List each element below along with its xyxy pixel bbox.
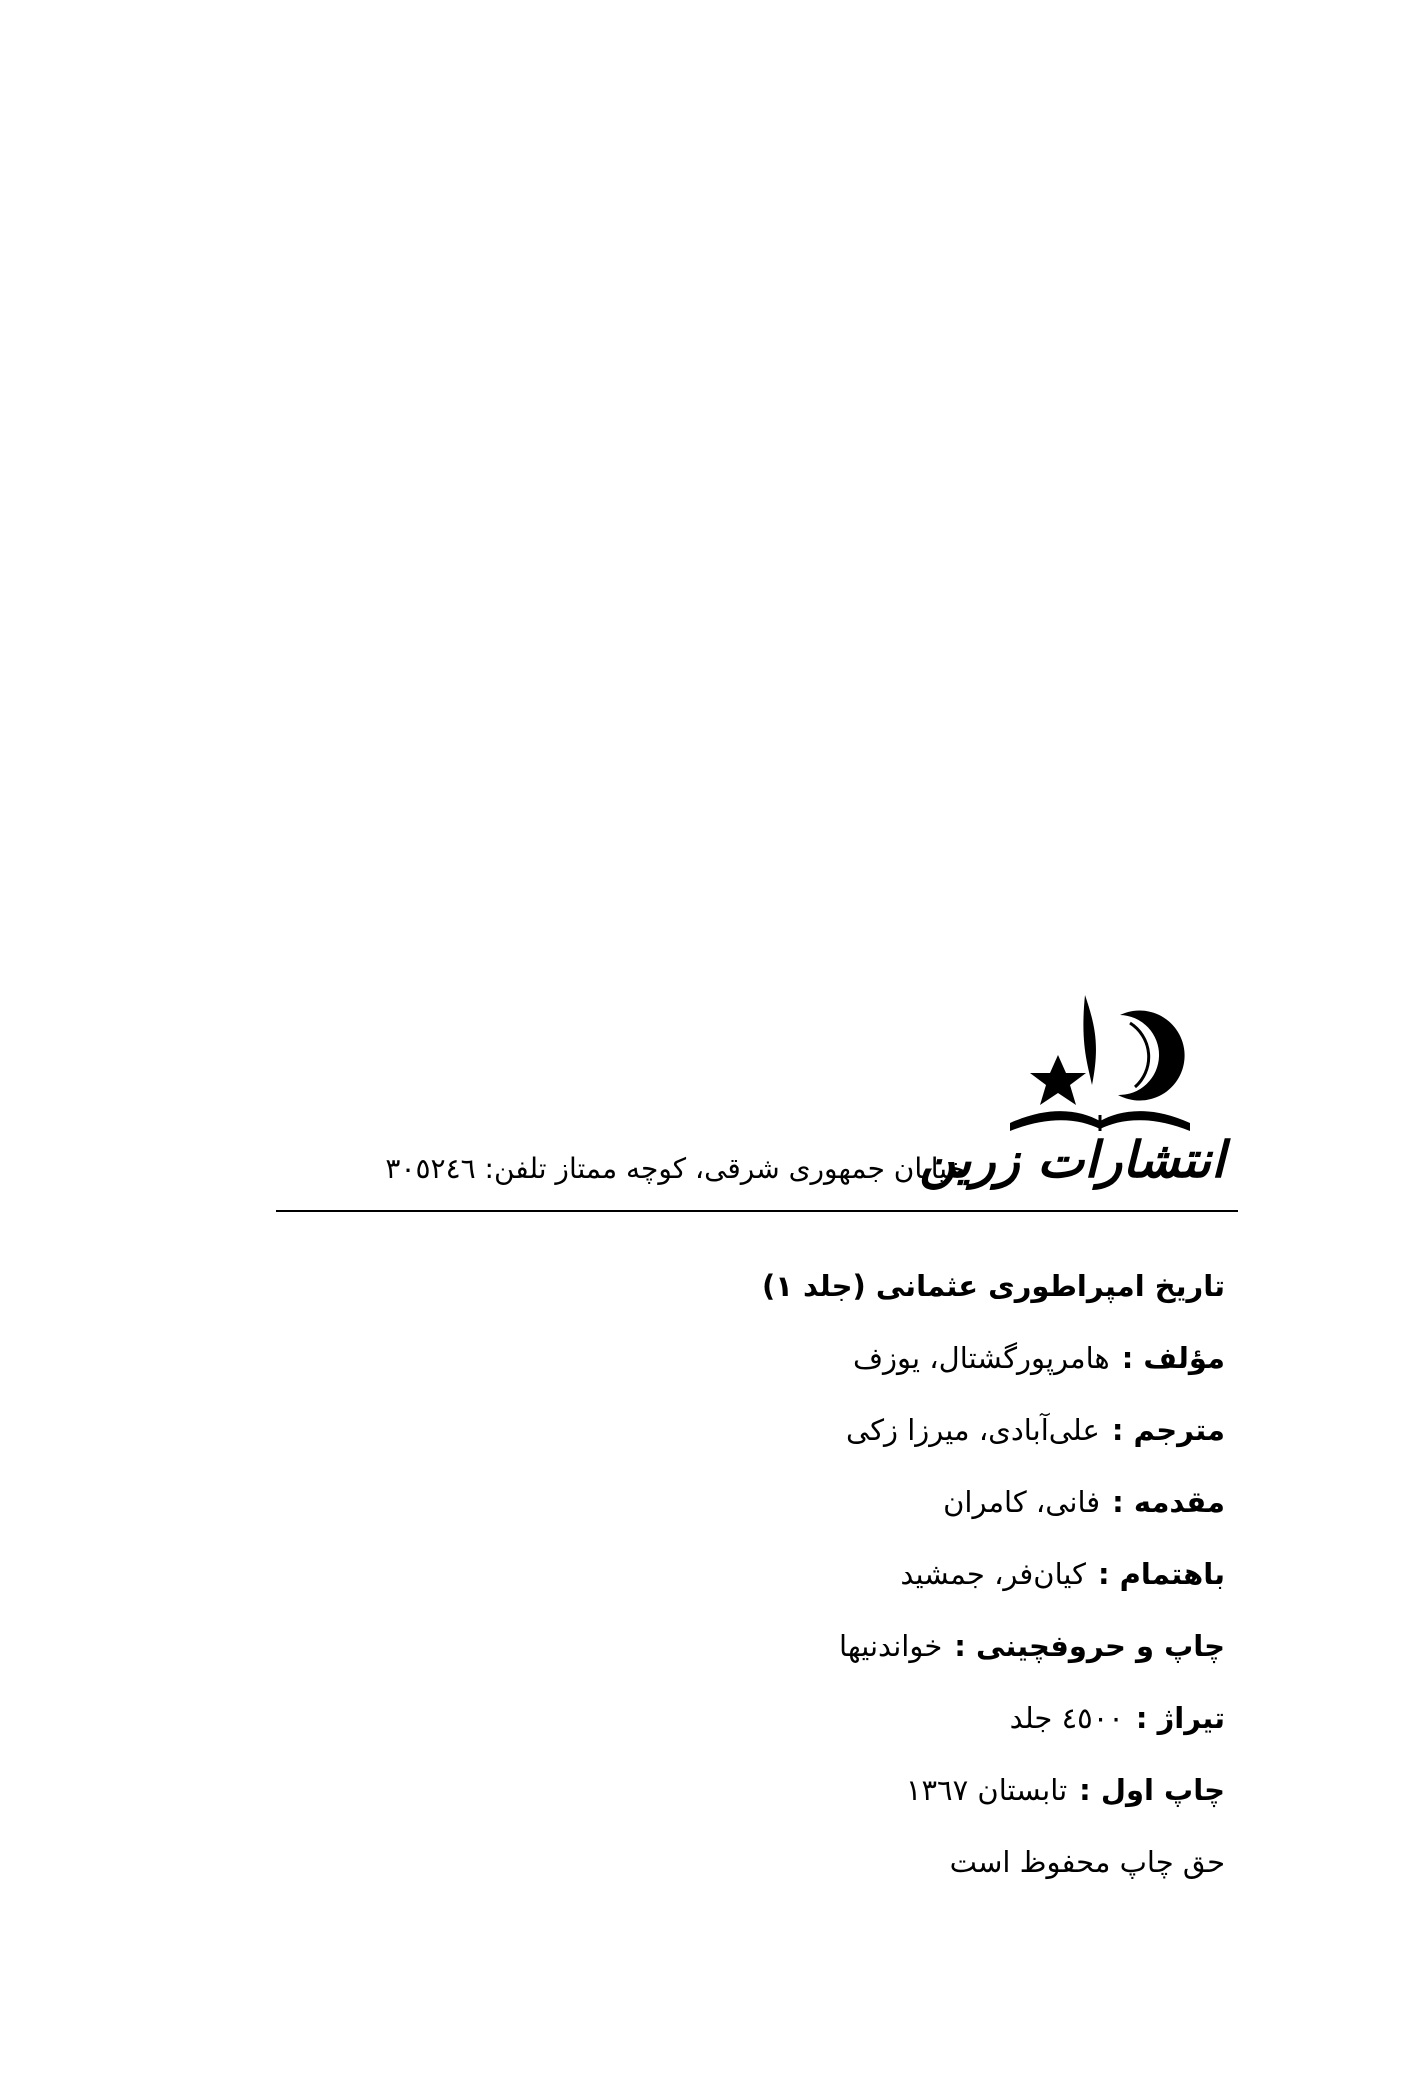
- detail-label: مقدمه :: [1112, 1485, 1225, 1519]
- detail-editor: [762, 1538, 1225, 1610]
- detail-introduction: [762, 1466, 1225, 1538]
- detail-label: چاپ اول :: [1079, 1773, 1225, 1807]
- detail-value: ٤٥٠٠ جلد: [1009, 1701, 1124, 1735]
- book-title: تاریخ امپراطوری عثمانی (جلد ١): [761, 1269, 1225, 1303]
- detail-printing: [762, 1610, 1225, 1682]
- detail-translator: [762, 1394, 1225, 1466]
- detail-first-print: [762, 1754, 1225, 1826]
- detail-label: مؤلف :: [1121, 1341, 1225, 1375]
- book-info: [762, 1250, 1225, 1898]
- detail-value: تابستان ١٣٦٧: [905, 1773, 1068, 1807]
- detail-value: کیان‌فر، جمشید: [900, 1557, 1086, 1591]
- detail-circulation: [762, 1682, 1225, 1754]
- detail-value: هامرپورگشتال، یوزف: [852, 1341, 1110, 1375]
- detail-value: علی‌آبادی، میرزا زکی: [846, 1413, 1100, 1447]
- detail-label: تیراژ :: [1135, 1701, 1225, 1735]
- publisher-header: [300, 1130, 1225, 1200]
- detail-author: [762, 1322, 1225, 1394]
- detail-value: خواندنیها: [838, 1629, 943, 1663]
- detail-value: فانی، کامران: [943, 1485, 1101, 1519]
- publisher-address: خیابان جمهوری شرقی، کوچه ممتاز تلفن: ٣٠٥٢٤٦: [385, 1152, 965, 1185]
- book-moon-star-icon: [1000, 975, 1200, 1145]
- divider: [276, 1210, 1238, 1212]
- publisher-name: انتشارات زرین: [919, 1130, 1225, 1189]
- detail-label: باهتمام :: [1097, 1557, 1225, 1591]
- copyright-notice: حق چاپ محفوظ است: [949, 1845, 1225, 1879]
- detail-label: مترجم :: [1111, 1413, 1225, 1447]
- detail-label: چاپ و حروفچینی :: [954, 1629, 1225, 1663]
